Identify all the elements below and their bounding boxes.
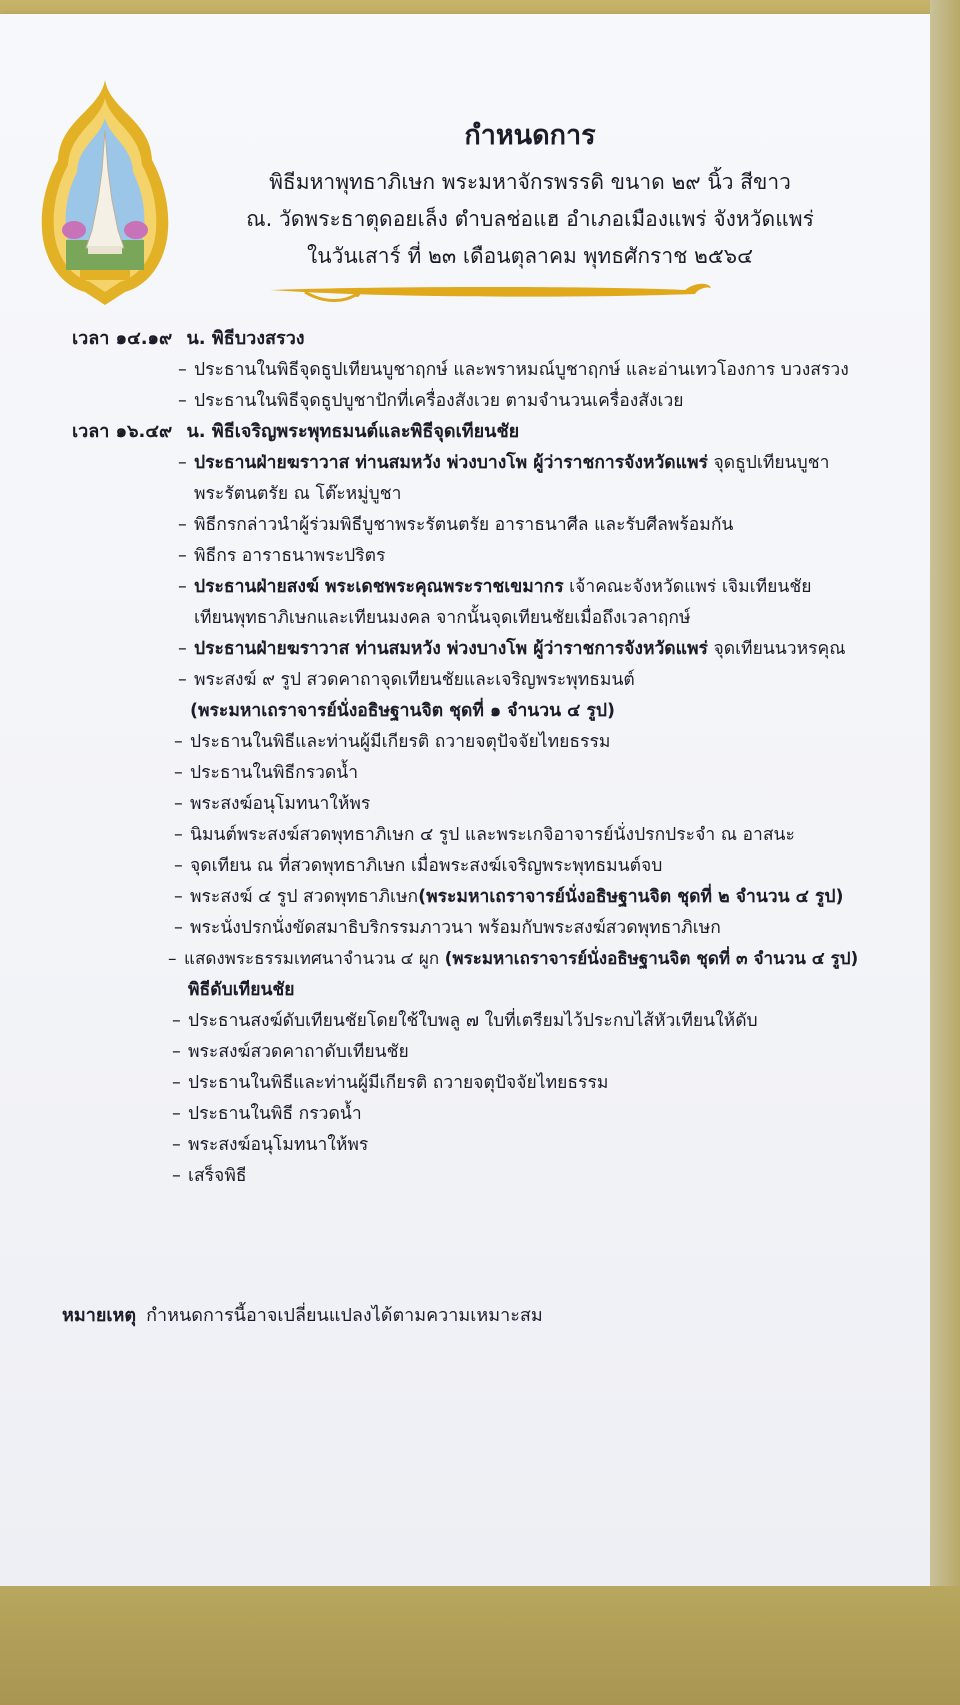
dash-bullet: – [172,1166,181,1186]
ceremony-name: พิธีมหาพุทธาภิเษก พระมหาจักรพรรดิ ขนาด ๒๙ นิ้ว สีขาว [269,170,791,194]
dash-bullet: – [174,887,183,907]
item-text: จุดเทียน ณ ที่สวดพุทธาภิเษก เมื่อพระสงฆ์เจริญพระพุทธมนต์จบ [190,856,663,876]
item-text: พระสงฆ์ ๙ รูป สวดคาถาจุดเทียนชัยและเจริญพระพุทธมนต์ [194,670,635,690]
item-text: ประธานในพิธีและท่านผู้มีเกียรติ ถวายจตุปัจจัยไทยธรรม [190,732,611,752]
schedule-item [174,883,844,911]
schedule-item [174,852,662,880]
schedule-time-1 [72,325,305,353]
item-text-bold: ประธานฝ่ายสงฆ์ พระเดชพระคุณพระราชเขมากร [194,577,564,597]
dash-bullet: – [172,1073,181,1093]
item-text: พระนั่งปรกนั่งขัดสมาธิบริกรรมภาวนา พร้อมกับพระสงฆ์สวดพุทธาภิเษก [190,918,721,938]
schedule-item [178,449,829,477]
ceremony-title: น. พิธีบวงสรวง [186,328,305,349]
item-text: พิธีกร อาราธนาพระปริตร [194,546,386,566]
dash-bullet: – [178,639,187,659]
dash-bullet: – [174,825,183,845]
item-text: จุดธูปเทียนบูชา [707,453,830,473]
schedule-item [178,356,849,384]
page-title: กำหนดการ [464,120,596,151]
ceremony-title: น. พิธีเจริญพระพุทธมนต์และพิธีจุดเทียนชัย [186,421,520,442]
time-label: เวลา ๑๔.๑๙ [72,328,173,349]
schedule-item [174,759,358,787]
item-text: จุดเทียนนวหรคุณ [707,639,846,659]
schedule-item [174,821,795,849]
dash-bullet: – [174,763,183,783]
dash-bullet: – [178,360,187,380]
item-text: พระสงฆ์สวดคาถาดับเทียนชัย [188,1042,409,1062]
schedule-item [178,573,812,601]
schedule-item-continued: (พระมหาเถราจารย์นั่งอธิษฐานจิต ชุดที่ ๑ จำนวน ๔ รูป) [190,701,615,721]
temple-emblem-logo [40,80,170,305]
dash-bullet: – [178,670,187,690]
dash-bullet: – [168,949,177,969]
document-header [170,118,890,275]
item-text-bold: ประธานฝ่ายฆราวาส ท่านสมหวัง พ่วงบางโพ ผู้ว่าราชการจังหวัดแพร่ [194,639,708,659]
schedule-item [172,1069,608,1097]
schedule-item [172,1162,247,1190]
item-text: นิมนต์พระสงฆ์สวดพุทธาภิเษก ๔ รูป และพระเกจิอาจารย์นั่งปรกประจำ ณ อาสนะ [190,825,795,845]
dash-bullet: – [174,794,183,814]
item-text: ประธานสงฆ์ดับเทียนชัยโดยใช้ใบพลู ๗ ใบที่เตรียมไว้ประกบไส้หัวเทียนให้ดับ [188,1011,758,1031]
item-text-bold: (พระมหาเถราจารย์นั่งอธิษฐานจิต ชุดที่ ๓ จำนวน ๔ รูป) [444,949,859,969]
dash-bullet: – [174,856,183,876]
item-text-bold: (พระมหาเถราจารย์นั่งอธิษฐานจิต ชุดที่ ๒ จำนวน ๔ รูป) [418,887,844,907]
dash-bullet: – [172,1104,181,1124]
dash-bullet: – [174,918,183,938]
item-text: ประธานในพิธีและท่านผู้มีเกียรติ ถวายจตุปัจจัยไทยธรรม [188,1073,609,1093]
schedule-item [172,1038,409,1066]
ceremony-location: ณ. วัดพระธาตุดอยเล็ง ตำบลช่อแฮ อำเภอเมืองแพร่ จังหวัดแพร่ [246,207,814,231]
schedule-item [178,635,845,663]
item-text-bold: ประธานฝ่ายฆราวาส ท่านสมหวัง พ่วงบางโพ ผู้ว่าราชการจังหวัดแพร่ [194,453,708,473]
schedule-item [168,945,858,973]
dash-bullet: – [178,546,187,566]
schedule-item [172,1131,368,1159]
schedule-item-continued: พระรัตนตรัย ณ โต๊ะหมู่บูชา [194,484,402,504]
background-right [930,0,960,1705]
sub-ceremony-title: พิธีดับเทียนชัย [188,980,295,1000]
item-text: พระสงฆ์อนุโมทนาให้พร [188,1135,369,1155]
item-text: ประธานในพิธีจุดธูปเทียนบูชาฤกษ์ และพราหมณ์บูชาฤกษ์ และอ่านเทวโองการ บวงสรวง [194,360,849,380]
schedule-item [174,790,370,818]
schedule-item [172,1007,758,1035]
dash-bullet: – [174,732,183,752]
schedule-time-2 [72,418,519,446]
dash-bullet: – [178,515,187,535]
background-bottom [0,1586,960,1705]
item-text: เจ้าคณะจังหวัดแพร่ เจิมเทียนชัย [563,577,812,597]
note-label: หมายเหตุ [62,1305,137,1326]
ornament-divider [265,278,715,308]
schedule-item-continued: เทียนพุทธาภิเษกและเทียนมงคล จากนั้นจุดเทียนชัยเมื่อถึงเวลาฤกษ์ [194,608,691,628]
item-text: พระสงฆ์อนุโมทนาให้พร [190,794,371,814]
note-text: กำหนดการนี้อาจเปลี่ยนแปลงได้ตามความเหมาะสม [146,1305,543,1326]
dash-bullet: – [178,577,187,597]
time-label: เวลา ๑๖.๔๙ [72,421,173,442]
item-text: แสดงพระธรรมเทศนาจำนวน ๔ ผูก [184,949,445,969]
schedule-item [178,511,733,539]
dash-bullet: – [172,1011,181,1031]
dash-bullet: – [172,1135,181,1155]
schedule-item [172,1100,362,1128]
item-text: ประธานในพิธีจุดธูปบูชาปักที่เครื่องสังเวย ตามจำนวนเครื่องสังเวย [194,391,684,411]
schedule-item [174,914,721,942]
dash-bullet: – [172,1042,181,1062]
schedule-item [178,387,684,415]
dash-bullet: – [178,453,187,473]
item-text: พระสงฆ์ ๔ รูป สวดพุทธาภิเษก [190,887,419,907]
dash-bullet: – [178,391,187,411]
ceremony-date: ในวันเสาร์ ที่ ๒๓ เดือนตุลาคม พุทธศักราช ๒๕๖๔ [306,244,754,268]
schedule-item [178,666,635,694]
schedule-item [178,542,385,570]
item-text: ประธานในพิธีกรวดน้ำ [190,763,359,783]
schedule-item [174,728,610,756]
item-text: พิธีกรกล่าวนำผู้ร่วมพิธีบูชาพระรัตนตรัย อาราธนาศีล และรับศีลพร้อมกัน [194,515,734,535]
item-text: ประธานในพิธี กรวดน้ำ [188,1104,362,1124]
item-text: เสร็จพิธี [188,1166,247,1186]
footnote [62,1300,543,1329]
